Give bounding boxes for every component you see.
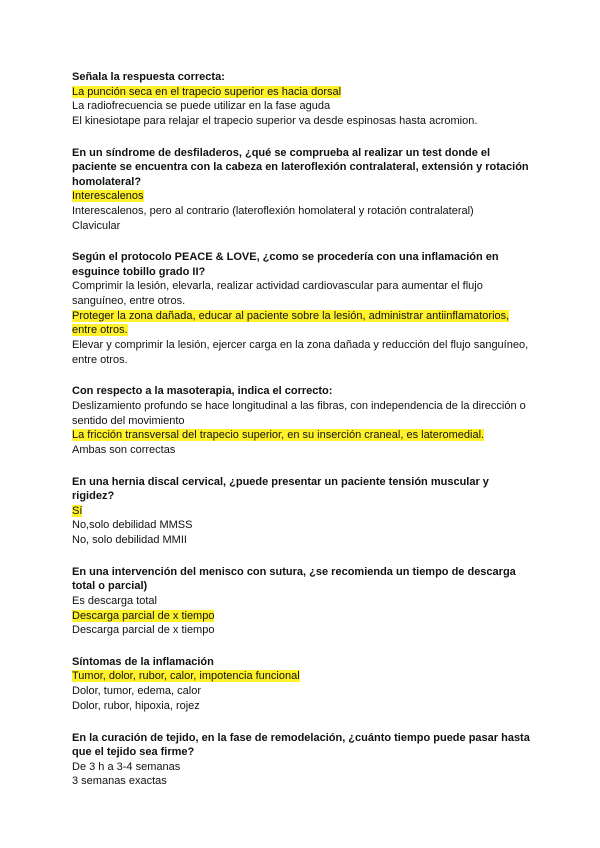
answer-option-text: Clavicular xyxy=(72,219,121,232)
question-block xyxy=(72,655,532,714)
answer-option xyxy=(72,204,532,219)
question-title: Señala la respuesta correcta: xyxy=(72,71,225,83)
answer-option xyxy=(72,699,532,714)
answer-option-text: Tumor, dolor, rubor, calor, impotencia funcional xyxy=(72,670,300,683)
question-block xyxy=(72,146,532,234)
question-list xyxy=(72,70,532,806)
answer-option-text: La radiofrecuencia se puede utilizar en la fase aguda xyxy=(72,100,331,113)
answer-option xyxy=(72,594,532,609)
question-title: Con respecto a la masoterapia, indica el correcto: xyxy=(72,385,333,398)
answer-option-text: Elevar y comprimir la lesión, ejercer carga en la zona dañada y reducción del flujo sanguíneo, entre otros. xyxy=(72,339,529,366)
answer-option xyxy=(72,623,532,638)
answer-option-text: Es descarga total xyxy=(72,594,157,607)
answer-option-text: Interescalenos xyxy=(72,190,144,203)
answer-option xyxy=(72,399,532,428)
answer-option xyxy=(72,760,532,775)
answer-option-text: Dolor, rubor, hipoxia, rojez xyxy=(72,699,200,712)
answer-option xyxy=(72,443,532,458)
answer-option-text: No,solo debilidad MMSS xyxy=(72,519,193,532)
answer-option-highlighted xyxy=(72,504,532,519)
question-title: En un síndrome de desfiladeros, ¿qué se comprueba al realizar un test donde el paciente se encuentra con la cabeza en lateroflexión contralateral, extensión y rotación homolateral? xyxy=(72,146,529,188)
answer-option-text: Interescalenos, pero al contrario (lateroflexión homolateral y rotación contralateral) xyxy=(72,204,474,217)
answer-option-text: La fricción transversal del trapecio superior, en su inserción craneal, es lateromedial. xyxy=(72,429,485,442)
answer-option-text: No, solo debilidad MMII xyxy=(72,534,187,547)
answer-option xyxy=(72,219,532,234)
question-block xyxy=(72,731,532,789)
answer-option xyxy=(72,114,532,129)
answer-option xyxy=(72,279,532,308)
question-block xyxy=(72,70,532,129)
answer-option-highlighted xyxy=(72,669,532,684)
question-block xyxy=(72,475,532,548)
answer-option-text: Descarga parcial de x tiempo xyxy=(72,609,215,622)
answer-option-text: 3 semanas exactas xyxy=(72,775,167,788)
question-title: En una intervención del menisco con sutura, ¿se recomienda un tiempo de descarga total o parcial) xyxy=(72,565,516,593)
answer-option xyxy=(72,774,532,789)
question-block xyxy=(72,250,532,367)
answer-option-text: La punción seca en el trapecio superior es hacia dorsal xyxy=(72,85,342,98)
answer-option-text: Proteger la zona dañada, educar al paciente sobre la lesión, administrar antiinflamatorios, entre otros. xyxy=(72,309,510,337)
answer-option-text: Dolor, tumor, edema, calor xyxy=(72,685,202,698)
answer-option-text: Deslizamiento profundo se hace longitudinal a las fibras, con independencia de la dirección o sentido del movimiento xyxy=(72,399,526,427)
question-block xyxy=(72,384,532,457)
answer-option-text: Descarga parcial de x tiempo xyxy=(72,624,215,637)
question-title: En la curación de tejido, en la fase de remodelación, ¿cuánto tiempo puede pasar hasta que el tejido sea firme? xyxy=(72,731,530,759)
answer-option-highlighted xyxy=(72,609,532,624)
answer-option-text: Sí xyxy=(72,504,83,517)
answer-option-highlighted xyxy=(72,85,532,100)
answer-option xyxy=(72,533,532,548)
answer-option xyxy=(72,99,532,114)
answer-option-text: Ambas son correctas xyxy=(72,444,176,457)
answer-option-highlighted xyxy=(72,428,532,443)
answer-option-highlighted xyxy=(72,189,532,204)
answer-option-text: De 3 h a 3-4 semanas xyxy=(72,760,181,773)
answer-option-highlighted xyxy=(72,309,532,338)
answer-option-text: El kinesiotape para relajar el trapecio superior va desde espinosas hasta acromion. xyxy=(72,114,478,127)
question-title: En una hernia discal cervical, ¿puede presentar un paciente tensión muscular y rigidez? xyxy=(72,475,489,503)
answer-option xyxy=(72,518,532,533)
answer-option xyxy=(72,684,532,699)
answer-option xyxy=(72,338,532,367)
answer-option-text: Comprimir la lesión, elevarla, realizar actividad cardiovascular para aumentar el flujo sanguíneo, entre otros. xyxy=(72,280,483,307)
question-title: Síntomas de la inflamación xyxy=(72,655,214,668)
question-title: Según el protocolo PEACE & LOVE, ¿como se procedería con una inflamación en esguince tobillo grado II? xyxy=(72,251,499,278)
question-block xyxy=(72,565,532,638)
